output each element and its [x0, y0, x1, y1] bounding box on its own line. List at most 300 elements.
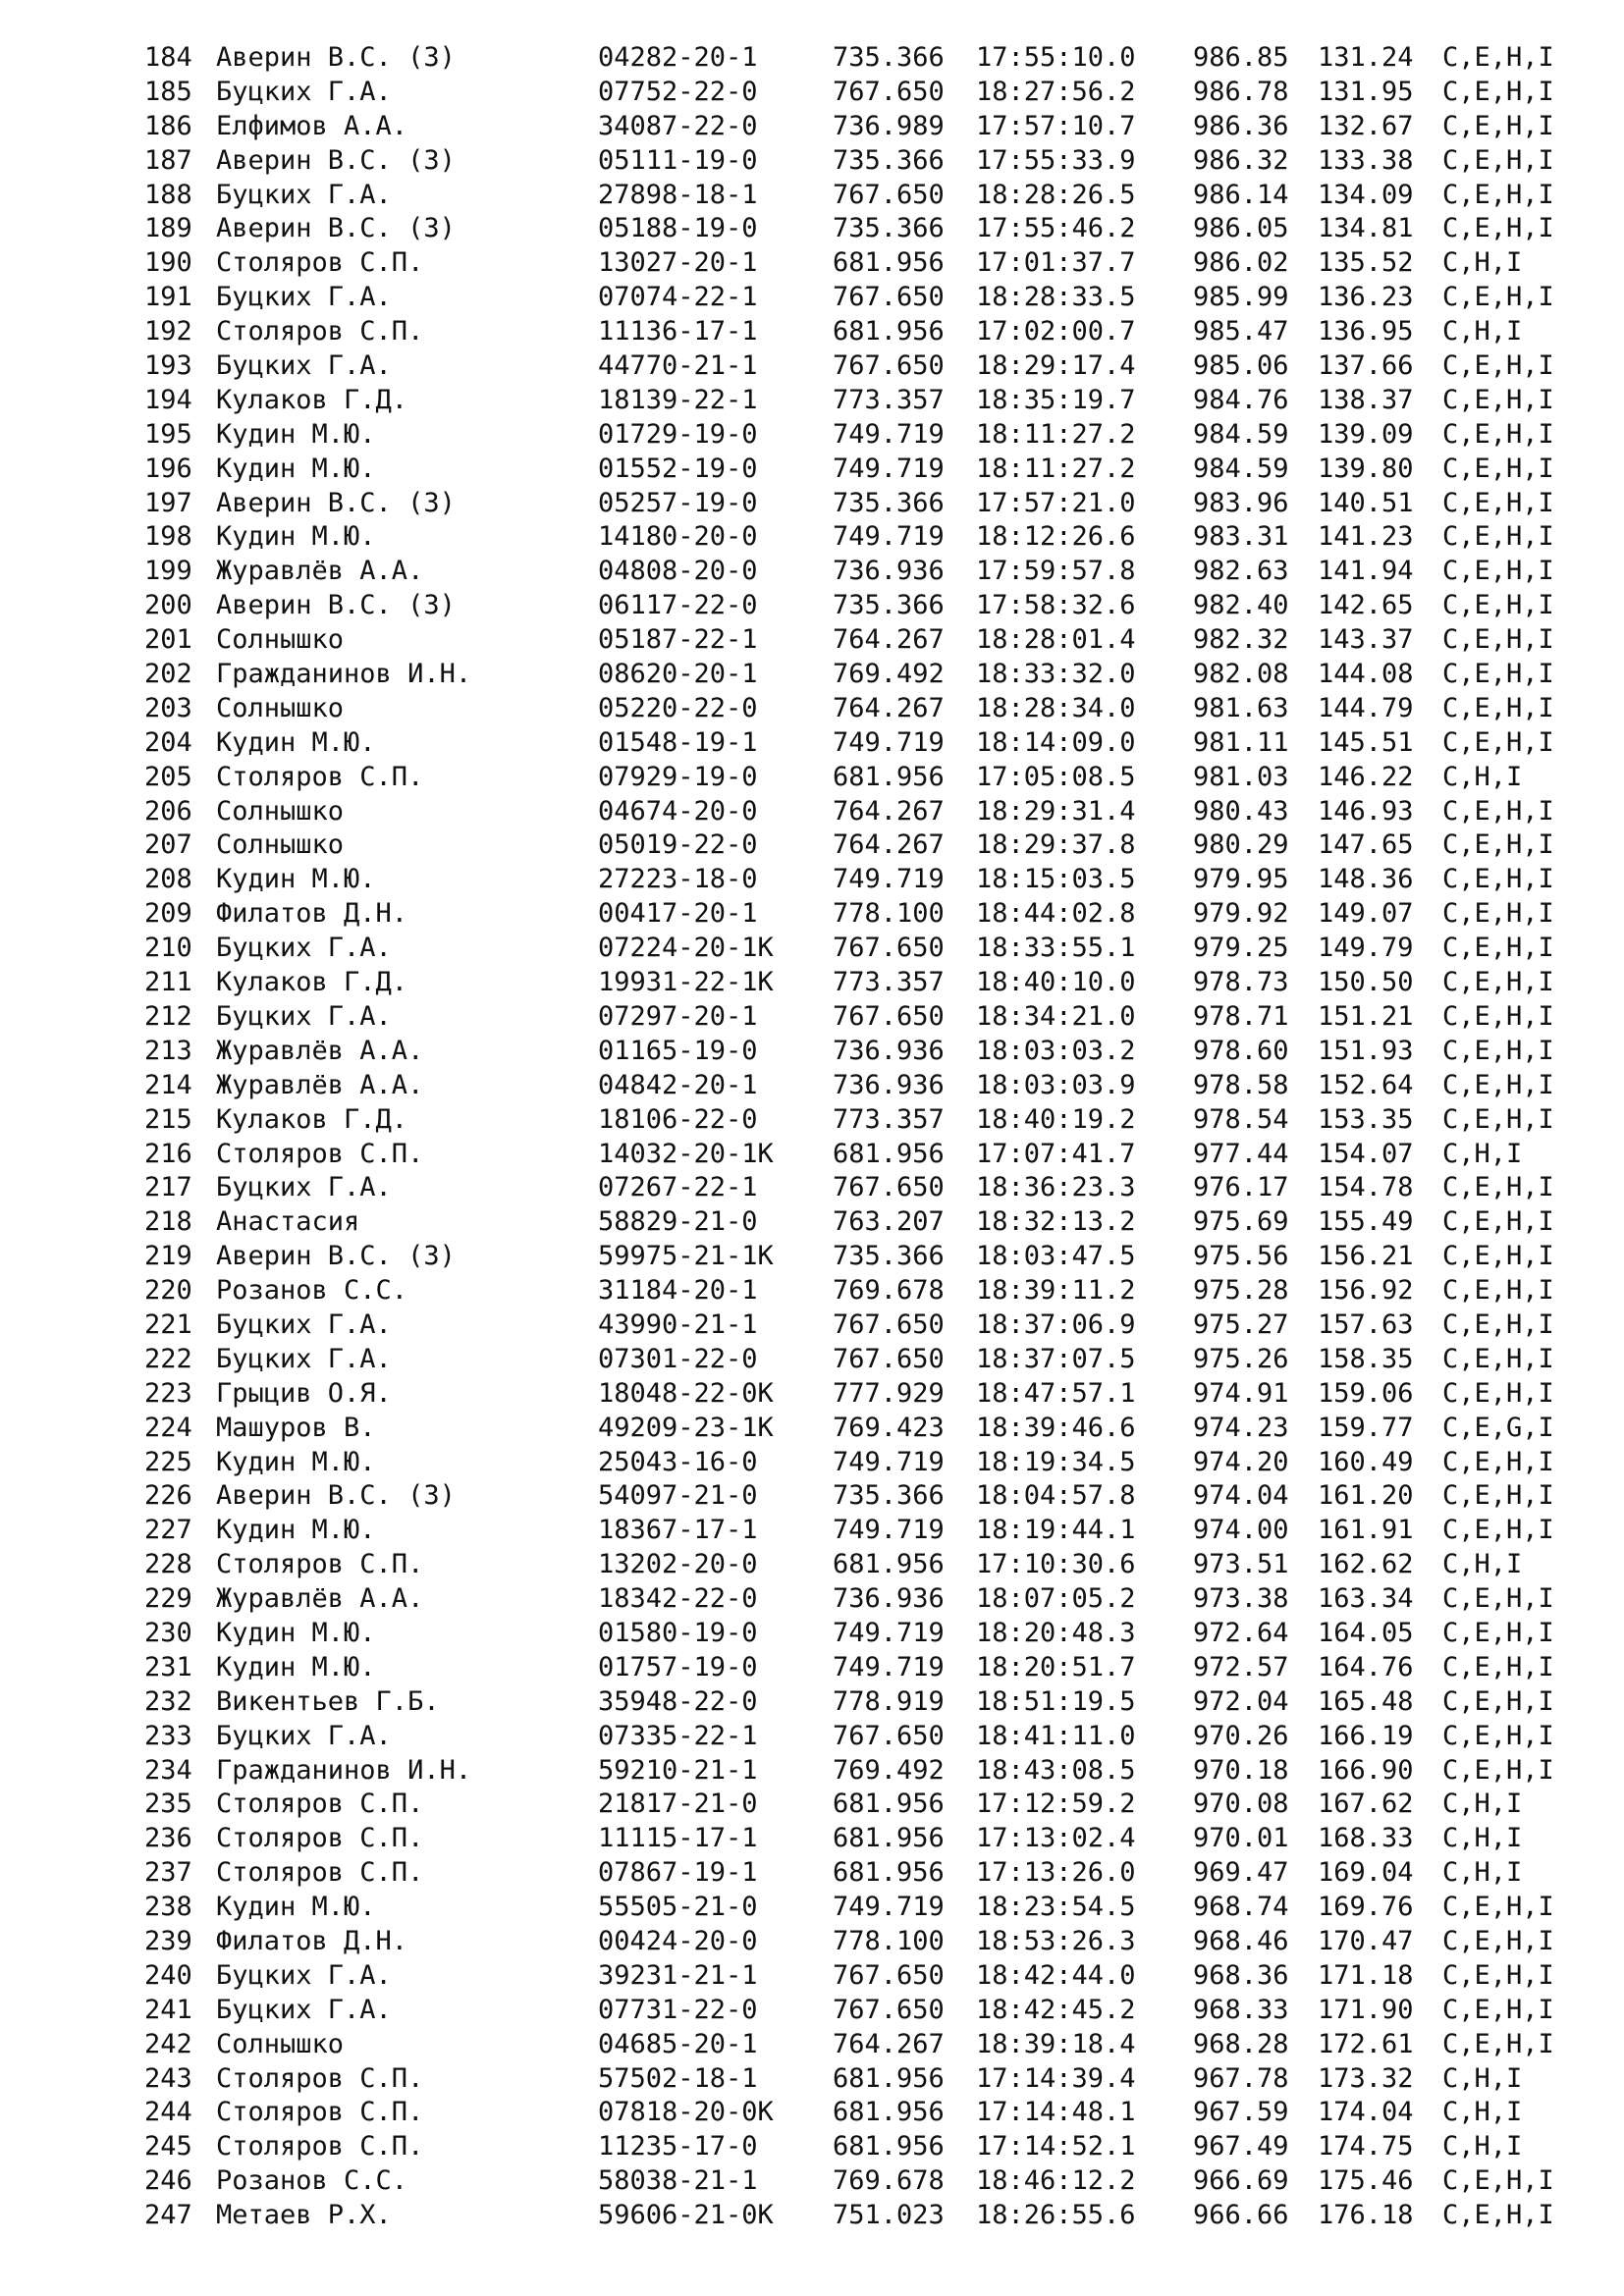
- ring-number-cell: 07335-22-1: [598, 1720, 758, 1751]
- distance-cell: 769.492: [833, 1754, 945, 1786]
- categories-cell: C,H,I: [1442, 2097, 1523, 2128]
- points-cell: 152.64: [1318, 1069, 1414, 1100]
- categories-cell: C,E,H,I: [1442, 76, 1554, 107]
- position-cell: 184: [144, 42, 192, 73]
- fancier-name-cell: Филатов Д.Н.: [216, 1925, 408, 1956]
- points-cell: 169.76: [1318, 1892, 1414, 1923]
- arrival-time-cell: 18:40:19.2: [976, 1103, 1136, 1135]
- arrival-time-cell: 18:19:44.1: [976, 1515, 1136, 1546]
- speed-cell: 974.04: [1193, 1480, 1289, 1512]
- points-cell: 139.80: [1318, 453, 1414, 484]
- distance-cell: 735.366: [833, 590, 945, 621]
- ring-number-cell: 43990-21-1: [598, 1308, 758, 1340]
- categories-cell: C,E,H,I: [1442, 144, 1554, 176]
- categories-cell: C,E,H,I: [1442, 1103, 1554, 1135]
- arrival-time-cell: 18:39:18.4: [976, 2028, 1136, 2059]
- arrival-time-cell: 17:05:08.5: [976, 761, 1136, 792]
- categories-cell: C,E,H,I: [1442, 1892, 1554, 1923]
- fancier-name-cell: Буцких Г.А.: [216, 1720, 392, 1751]
- fancier-name-cell: Кудин М.Ю.: [216, 1446, 376, 1477]
- position-cell: 203: [144, 692, 192, 723]
- speed-cell: 966.69: [1193, 2165, 1289, 2197]
- categories-cell: C,E,H,I: [1442, 1651, 1554, 1682]
- speed-cell: 968.46: [1193, 1925, 1289, 1956]
- position-cell: 215: [144, 1103, 192, 1135]
- fancier-name-cell: Грыцив О.Я.: [216, 1377, 392, 1409]
- speed-cell: 985.06: [1193, 350, 1289, 382]
- arrival-time-cell: 18:04:57.8: [976, 1480, 1136, 1512]
- ring-number-cell: 13027-20-1: [598, 247, 758, 279]
- position-cell: 222: [144, 1343, 192, 1374]
- speed-cell: 966.66: [1193, 2200, 1289, 2231]
- distance-cell: 736.936: [833, 1583, 945, 1615]
- fancier-name-cell: Столяров С.П.: [216, 1823, 424, 1854]
- arrival-time-cell: 18:12:26.6: [976, 521, 1136, 553]
- categories-cell: C,E,H,I: [1442, 898, 1554, 930]
- points-cell: 138.37: [1318, 384, 1414, 415]
- distance-cell: 769.678: [833, 1275, 945, 1307]
- distance-cell: 736.936: [833, 556, 945, 587]
- ring-number-cell: 01165-19-0: [598, 1035, 758, 1066]
- fancier-name-cell: Гражданинов И.Н.: [216, 1754, 472, 1786]
- position-cell: 221: [144, 1308, 192, 1340]
- ring-number-cell: 44770-21-1: [598, 350, 758, 382]
- position-cell: 223: [144, 1377, 192, 1409]
- distance-cell: 735.366: [833, 42, 945, 73]
- points-cell: 137.66: [1318, 350, 1414, 382]
- arrival-time-cell: 18:28:26.5: [976, 179, 1136, 210]
- arrival-time-cell: 18:51:19.5: [976, 1685, 1136, 1717]
- ring-number-cell: 13202-20-0: [598, 1549, 758, 1580]
- arrival-time-cell: 17:13:02.4: [976, 1823, 1136, 1854]
- fancier-name-cell: Буцких Г.А.: [216, 933, 392, 964]
- fancier-name-cell: Буцких Г.А.: [216, 1959, 392, 1991]
- speed-cell: 967.78: [1193, 2062, 1289, 2094]
- categories-cell: C,H,I: [1442, 1549, 1523, 1580]
- ring-number-cell: 27898-18-1: [598, 179, 758, 210]
- distance-cell: 735.366: [833, 144, 945, 176]
- points-cell: 149.07: [1318, 898, 1414, 930]
- categories-cell: C,E,H,I: [1442, 1583, 1554, 1615]
- distance-cell: 681.956: [833, 316, 945, 347]
- points-cell: 153.35: [1318, 1103, 1414, 1135]
- fancier-name-cell: Аверин В.С. (З): [216, 1241, 456, 1272]
- points-cell: 141.94: [1318, 556, 1414, 587]
- categories-cell: C,E,H,I: [1442, 418, 1554, 450]
- ring-number-cell: 05111-19-0: [598, 144, 758, 176]
- position-cell: 209: [144, 898, 192, 930]
- fancier-name-cell: Кудин М.Ю.: [216, 453, 376, 484]
- points-cell: 151.93: [1318, 1035, 1414, 1066]
- points-cell: 159.77: [1318, 1412, 1414, 1443]
- position-cell: 216: [144, 1138, 192, 1169]
- categories-cell: C,E,H,I: [1442, 42, 1554, 73]
- distance-cell: 769.492: [833, 659, 945, 690]
- categories-cell: C,E,H,I: [1442, 933, 1554, 964]
- speed-cell: 985.99: [1193, 282, 1289, 313]
- speed-cell: 986.14: [1193, 179, 1289, 210]
- arrival-time-cell: 18:35:19.7: [976, 384, 1136, 415]
- categories-cell: C,E,H,I: [1442, 624, 1554, 656]
- position-cell: 230: [144, 1617, 192, 1648]
- fancier-name-cell: Столяров С.П.: [216, 1857, 424, 1889]
- position-cell: 192: [144, 316, 192, 347]
- fancier-name-cell: Кудин М.Ю.: [216, 521, 376, 553]
- ring-number-cell: 01548-19-1: [598, 726, 758, 758]
- position-cell: 236: [144, 1823, 192, 1854]
- distance-cell: 749.719: [833, 1617, 945, 1648]
- ring-number-cell: 18048-22-0K: [598, 1377, 774, 1409]
- categories-cell: C,H,I: [1442, 1857, 1523, 1889]
- distance-cell: 767.650: [833, 1343, 945, 1374]
- points-cell: 134.09: [1318, 179, 1414, 210]
- position-cell: 245: [144, 2131, 192, 2163]
- distance-cell: 764.267: [833, 692, 945, 723]
- fancier-name-cell: Кудин М.Ю.: [216, 726, 376, 758]
- position-cell: 226: [144, 1480, 192, 1512]
- arrival-time-cell: 18:43:08.5: [976, 1754, 1136, 1786]
- points-cell: 165.48: [1318, 1685, 1414, 1717]
- ring-number-cell: 04808-20-0: [598, 556, 758, 587]
- points-cell: 154.78: [1318, 1172, 1414, 1203]
- ring-number-cell: 11136-17-1: [598, 316, 758, 347]
- speed-cell: 974.00: [1193, 1515, 1289, 1546]
- ring-number-cell: 05188-19-0: [598, 213, 758, 244]
- speed-cell: 968.36: [1193, 1959, 1289, 1991]
- arrival-time-cell: 18:37:07.5: [976, 1343, 1136, 1374]
- arrival-time-cell: 17:57:10.7: [976, 110, 1136, 141]
- points-cell: 141.23: [1318, 521, 1414, 553]
- arrival-time-cell: 18:28:33.5: [976, 282, 1136, 313]
- distance-cell: 681.956: [833, 1823, 945, 1854]
- arrival-time-cell: 18:42:44.0: [976, 1959, 1136, 1991]
- distance-cell: 773.357: [833, 1103, 945, 1135]
- fancier-name-cell: Журавлёв А.А.: [216, 1069, 424, 1100]
- ring-number-cell: 31184-20-1: [598, 1275, 758, 1307]
- points-cell: 131.24: [1318, 42, 1414, 73]
- ring-number-cell: 25043-16-0: [598, 1446, 758, 1477]
- arrival-time-cell: 17:10:30.6: [976, 1549, 1136, 1580]
- ring-number-cell: 07752-22-0: [598, 76, 758, 107]
- fancier-name-cell: Столяров С.П.: [216, 247, 424, 279]
- distance-cell: 767.650: [833, 1994, 945, 2025]
- distance-cell: 763.207: [833, 1206, 945, 1238]
- ring-number-cell: 27223-18-0: [598, 864, 758, 895]
- ring-number-cell: 21817-21-0: [598, 1789, 758, 1820]
- arrival-time-cell: 17:13:26.0: [976, 1857, 1136, 1889]
- speed-cell: 986.05: [1193, 213, 1289, 244]
- speed-cell: 984.76: [1193, 384, 1289, 415]
- distance-cell: 767.650: [833, 179, 945, 210]
- points-cell: 166.19: [1318, 1720, 1414, 1751]
- categories-cell: C,H,I: [1442, 247, 1523, 279]
- fancier-name-cell: Столяров С.П.: [216, 2131, 424, 2163]
- ring-number-cell: 04674-20-0: [598, 795, 758, 827]
- categories-cell: C,H,I: [1442, 1138, 1523, 1169]
- arrival-time-cell: 18:29:37.8: [976, 829, 1136, 861]
- points-cell: 167.62: [1318, 1789, 1414, 1820]
- position-cell: 234: [144, 1754, 192, 1786]
- arrival-time-cell: 18:41:11.0: [976, 1720, 1136, 1751]
- position-cell: 185: [144, 76, 192, 107]
- arrival-time-cell: 17:55:33.9: [976, 144, 1136, 176]
- categories-cell: C,E,H,I: [1442, 1925, 1554, 1956]
- categories-cell: C,E,H,I: [1442, 179, 1554, 210]
- speed-cell: 968.33: [1193, 1994, 1289, 2025]
- ring-number-cell: 49209-23-1K: [598, 1412, 774, 1443]
- speed-cell: 974.20: [1193, 1446, 1289, 1477]
- ring-number-cell: 55505-21-0: [598, 1892, 758, 1923]
- position-cell: 195: [144, 418, 192, 450]
- fancier-name-cell: Кулаков Г.Д.: [216, 1103, 408, 1135]
- speed-cell: 986.36: [1193, 110, 1289, 141]
- fancier-name-cell: Буцких Г.А.: [216, 350, 392, 382]
- categories-cell: C,H,I: [1442, 1789, 1523, 1820]
- speed-cell: 968.28: [1193, 2028, 1289, 2059]
- categories-cell: C,E,G,I: [1442, 1412, 1554, 1443]
- points-cell: 135.52: [1318, 247, 1414, 279]
- speed-cell: 972.64: [1193, 1617, 1289, 1648]
- position-cell: 240: [144, 1959, 192, 1991]
- position-cell: 191: [144, 282, 192, 313]
- speed-cell: 978.71: [1193, 1000, 1289, 1032]
- points-cell: 144.79: [1318, 692, 1414, 723]
- fancier-name-cell: Кудин М.Ю.: [216, 864, 376, 895]
- categories-cell: C,E,H,I: [1442, 1994, 1554, 2025]
- points-cell: 146.22: [1318, 761, 1414, 792]
- speed-cell: 982.40: [1193, 590, 1289, 621]
- speed-cell: 984.59: [1193, 453, 1289, 484]
- speed-cell: 970.01: [1193, 1823, 1289, 1854]
- arrival-time-cell: 18:20:48.3: [976, 1617, 1136, 1648]
- distance-cell: 735.366: [833, 1480, 945, 1512]
- points-cell: 171.90: [1318, 1994, 1414, 2025]
- categories-cell: C,H,I: [1442, 2131, 1523, 2163]
- position-cell: 202: [144, 659, 192, 690]
- position-cell: 243: [144, 2062, 192, 2094]
- fancier-name-cell: Аверин В.С. (З): [216, 42, 456, 73]
- distance-cell: 749.719: [833, 1651, 945, 1682]
- position-cell: 238: [144, 1892, 192, 1923]
- distance-cell: 681.956: [833, 1857, 945, 1889]
- distance-cell: 767.650: [833, 1720, 945, 1751]
- arrival-time-cell: 17:07:41.7: [976, 1138, 1136, 1169]
- points-cell: 136.95: [1318, 316, 1414, 347]
- ring-number-cell: 04282-20-1: [598, 42, 758, 73]
- distance-cell: 681.956: [833, 2131, 945, 2163]
- categories-cell: C,E,H,I: [1442, 384, 1554, 415]
- arrival-time-cell: 18:36:23.3: [976, 1172, 1136, 1203]
- fancier-name-cell: Солнышко: [216, 2028, 345, 2059]
- position-cell: 193: [144, 350, 192, 382]
- points-cell: 171.18: [1318, 1959, 1414, 1991]
- position-cell: 213: [144, 1035, 192, 1066]
- categories-cell: C,E,H,I: [1442, 2200, 1554, 2231]
- points-cell: 162.62: [1318, 1549, 1414, 1580]
- distance-cell: 736.989: [833, 110, 945, 141]
- fancier-name-cell: Филатов Д.Н.: [216, 898, 408, 930]
- points-cell: 144.08: [1318, 659, 1414, 690]
- fancier-name-cell: Столяров С.П.: [216, 1549, 424, 1580]
- points-cell: 134.81: [1318, 213, 1414, 244]
- points-cell: 157.63: [1318, 1308, 1414, 1340]
- position-cell: 229: [144, 1583, 192, 1615]
- speed-cell: 967.59: [1193, 2097, 1289, 2128]
- position-cell: 231: [144, 1651, 192, 1682]
- speed-cell: 986.02: [1193, 247, 1289, 279]
- points-cell: 142.65: [1318, 590, 1414, 621]
- arrival-time-cell: 17:55:10.0: [976, 42, 1136, 73]
- categories-cell: C,E,H,I: [1442, 692, 1554, 723]
- categories-cell: C,E,H,I: [1442, 1343, 1554, 1374]
- distance-cell: 735.366: [833, 213, 945, 244]
- points-cell: 156.21: [1318, 1241, 1414, 1272]
- speed-cell: 978.58: [1193, 1069, 1289, 1100]
- ring-number-cell: 06117-22-0: [598, 590, 758, 621]
- categories-cell: C,E,H,I: [1442, 795, 1554, 827]
- speed-cell: 972.57: [1193, 1651, 1289, 1682]
- categories-cell: C,H,I: [1442, 761, 1523, 792]
- arrival-time-cell: 18:34:21.0: [976, 1000, 1136, 1032]
- arrival-time-cell: 17:12:59.2: [976, 1789, 1136, 1820]
- ring-number-cell: 07074-22-1: [598, 282, 758, 313]
- fancier-name-cell: Розанов С.С.: [216, 2165, 408, 2197]
- points-cell: 160.49: [1318, 1446, 1414, 1477]
- fancier-name-cell: Аверин В.С. (З): [216, 144, 456, 176]
- ring-number-cell: 07297-20-1: [598, 1000, 758, 1032]
- position-cell: 228: [144, 1549, 192, 1580]
- categories-cell: C,E,H,I: [1442, 726, 1554, 758]
- distance-cell: 681.956: [833, 1549, 945, 1580]
- categories-cell: C,E,H,I: [1442, 864, 1554, 895]
- ring-number-cell: 07818-20-0K: [598, 2097, 774, 2128]
- categories-cell: C,E,H,I: [1442, 1754, 1554, 1786]
- categories-cell: C,H,I: [1442, 1823, 1523, 1854]
- ring-number-cell: 04842-20-1: [598, 1069, 758, 1100]
- ring-number-cell: 01580-19-0: [598, 1617, 758, 1648]
- ring-number-cell: 57502-18-1: [598, 2062, 758, 2094]
- points-cell: 131.95: [1318, 76, 1414, 107]
- points-cell: 161.91: [1318, 1515, 1414, 1546]
- speed-cell: 986.78: [1193, 76, 1289, 107]
- arrival-time-cell: 18:11:27.2: [976, 453, 1136, 484]
- speed-cell: 981.11: [1193, 726, 1289, 758]
- fancier-name-cell: Аверин В.С. (З): [216, 1480, 456, 1512]
- speed-cell: 981.63: [1193, 692, 1289, 723]
- arrival-time-cell: 18:39:46.6: [976, 1412, 1136, 1443]
- distance-cell: 767.650: [833, 1308, 945, 1340]
- distance-cell: 735.366: [833, 487, 945, 518]
- position-cell: 187: [144, 144, 192, 176]
- speed-cell: 978.54: [1193, 1103, 1289, 1135]
- ring-number-cell: 00424-20-0: [598, 1925, 758, 1956]
- points-cell: 170.47: [1318, 1925, 1414, 1956]
- ring-number-cell: 07267-22-1: [598, 1172, 758, 1203]
- speed-cell: 975.27: [1193, 1308, 1289, 1340]
- distance-cell: 681.956: [833, 2062, 945, 2094]
- distance-cell: 751.023: [833, 2200, 945, 2231]
- position-cell: 246: [144, 2165, 192, 2197]
- fancier-name-cell: Викентьев Г.Б.: [216, 1685, 440, 1717]
- speed-cell: 985.47: [1193, 316, 1289, 347]
- position-cell: 188: [144, 179, 192, 210]
- speed-cell: 975.69: [1193, 1206, 1289, 1238]
- speed-cell: 975.56: [1193, 1241, 1289, 1272]
- ring-number-cell: 11235-17-0: [598, 2131, 758, 2163]
- speed-cell: 977.44: [1193, 1138, 1289, 1169]
- distance-cell: 769.678: [833, 2165, 945, 2197]
- points-cell: 172.61: [1318, 2028, 1414, 2059]
- ring-number-cell: 07301-22-0: [598, 1343, 758, 1374]
- categories-cell: C,E,H,I: [1442, 1617, 1554, 1648]
- arrival-time-cell: 18:03:03.2: [976, 1035, 1136, 1066]
- categories-cell: C,E,H,I: [1442, 1172, 1554, 1203]
- ring-number-cell: 01757-19-0: [598, 1651, 758, 1682]
- fancier-name-cell: Буцких Г.А.: [216, 1000, 392, 1032]
- distance-cell: 767.650: [833, 350, 945, 382]
- categories-cell: C,E,H,I: [1442, 2028, 1554, 2059]
- arrival-time-cell: 18:03:47.5: [976, 1241, 1136, 1272]
- arrival-time-cell: 17:14:52.1: [976, 2131, 1136, 2163]
- distance-cell: 681.956: [833, 2097, 945, 2128]
- fancier-name-cell: Солнышко: [216, 829, 345, 861]
- arrival-time-cell: 17:59:57.8: [976, 556, 1136, 587]
- fancier-name-cell: Буцких Г.А.: [216, 1172, 392, 1203]
- ring-number-cell: 01552-19-0: [598, 453, 758, 484]
- fancier-name-cell: Столяров С.П.: [216, 2097, 424, 2128]
- distance-cell: 778.919: [833, 1685, 945, 1717]
- arrival-time-cell: 18:32:13.2: [976, 1206, 1136, 1238]
- speed-cell: 979.92: [1193, 898, 1289, 930]
- categories-cell: C,E,H,I: [1442, 1446, 1554, 1477]
- position-cell: 227: [144, 1515, 192, 1546]
- position-cell: 224: [144, 1412, 192, 1443]
- fancier-name-cell: Солнышко: [216, 692, 345, 723]
- arrival-time-cell: 18:37:06.9: [976, 1308, 1136, 1340]
- categories-cell: C,E,H,I: [1442, 556, 1554, 587]
- fancier-name-cell: Кудин М.Ю.: [216, 1617, 376, 1648]
- points-cell: 139.09: [1318, 418, 1414, 450]
- distance-cell: 773.357: [833, 384, 945, 415]
- fancier-name-cell: Буцких Г.А.: [216, 76, 392, 107]
- fancier-name-cell: Гражданинов И.Н.: [216, 659, 472, 690]
- arrival-time-cell: 18:03:03.9: [976, 1069, 1136, 1100]
- position-cell: 201: [144, 624, 192, 656]
- points-cell: 154.07: [1318, 1138, 1414, 1169]
- ring-number-cell: 01729-19-0: [598, 418, 758, 450]
- fancier-name-cell: Буцких Г.А.: [216, 282, 392, 313]
- distance-cell: 749.719: [833, 864, 945, 895]
- distance-cell: 749.719: [833, 1515, 945, 1546]
- ring-number-cell: 54097-21-0: [598, 1480, 758, 1512]
- speed-cell: 979.95: [1193, 864, 1289, 895]
- ring-number-cell: 05187-22-1: [598, 624, 758, 656]
- categories-cell: C,E,H,I: [1442, 590, 1554, 621]
- fancier-name-cell: Кулаков Г.Д.: [216, 967, 408, 998]
- ring-number-cell: 07867-19-1: [598, 1857, 758, 1889]
- ring-number-cell: 18106-22-0: [598, 1103, 758, 1135]
- fancier-name-cell: Журавлёв А.А.: [216, 556, 424, 587]
- position-cell: 235: [144, 1789, 192, 1820]
- fancier-name-cell: Солнышко: [216, 624, 345, 656]
- position-cell: 190: [144, 247, 192, 279]
- points-cell: 140.51: [1318, 487, 1414, 518]
- speed-cell: 968.74: [1193, 1892, 1289, 1923]
- speed-cell: 980.29: [1193, 829, 1289, 861]
- fancier-name-cell: Журавлёв А.А.: [216, 1583, 424, 1615]
- arrival-time-cell: 18:29:31.4: [976, 795, 1136, 827]
- position-cell: 199: [144, 556, 192, 587]
